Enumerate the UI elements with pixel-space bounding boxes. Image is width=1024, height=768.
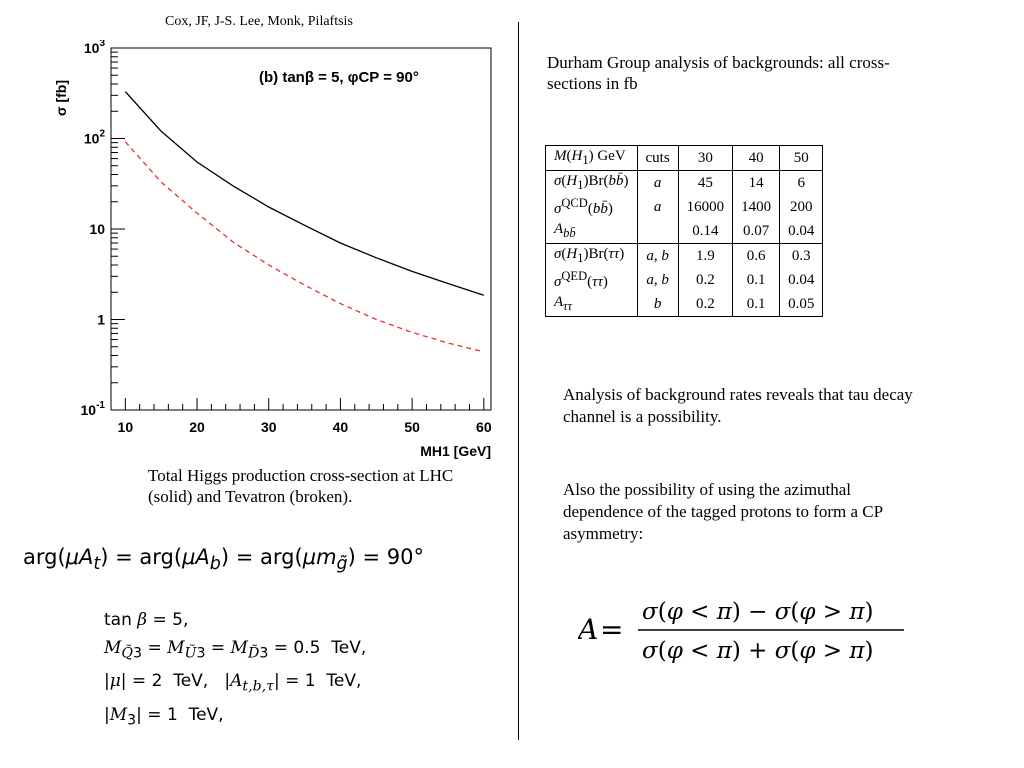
table-cell: 0.14 — [678, 219, 733, 244]
table-cell: 0.3 — [780, 244, 823, 269]
table-cell: $\sigma(H_1)Br(\tau\tau)$ — [546, 244, 638, 269]
analysis-text: Analysis of background rates reveals that tau decay channel is a possibility. — [563, 385, 913, 426]
table-cell: a — [637, 171, 678, 196]
y-axis-label: σ [fb] — [53, 79, 69, 117]
table-cell: 45 — [678, 171, 733, 196]
table-row — [546, 219, 823, 244]
x-tick-label: 20 — [189, 419, 205, 435]
table-cell: $\sigma^{QCD}(bb̄)$ — [546, 195, 638, 219]
x-tick-label: 60 — [476, 419, 492, 435]
y-tick-label: $10^2$ — [83, 128, 105, 147]
param-mu-a: |μ| = 2 TeV, $|A_{t,b,\tau}| = 1$ TeV, — [104, 671, 362, 695]
table-cell: $A_{\tau\tau}$ — [546, 292, 638, 317]
vertical-divider — [518, 22, 519, 740]
x-axis-label: MH1 [GeV] — [420, 443, 491, 459]
table-row — [546, 244, 823, 269]
table-header-cell: 30 — [678, 146, 733, 171]
table-cell: 0.1 — [733, 268, 780, 292]
table-row — [546, 195, 823, 219]
x-tick-label: 50 — [404, 419, 420, 435]
formula-denominator: σ(φ < π) + σ(φ > π) — [642, 638, 874, 664]
y-tick-label: $10^{-1}$ — [80, 400, 105, 418]
chart-caption: Total Higgs production cross-section at LHC (solid) and Tevatron (broken). — [148, 466, 454, 506]
table-cell: 0.2 — [678, 292, 733, 317]
table-header-cell: 50 — [780, 146, 823, 171]
table-cell: $\sigma^{QED}(\tau\tau)$ — [546, 268, 638, 292]
azimuthal-text: Also the possibility of using the azimuthal dependence of the tagged protons to form a CP asymmetry: — [563, 480, 883, 543]
table-cell: 200 — [780, 195, 823, 219]
x-tick-label: 40 — [332, 419, 349, 435]
table-header-cell: cuts — [637, 146, 678, 171]
y-tick-label: 10 — [89, 221, 105, 237]
phase-equation — [23, 545, 424, 574]
table-header-cell: $M(H_1)$ GeV — [546, 146, 638, 171]
durham-title: Durham Group analysis of backgrounds: all cross-sections in fb — [547, 53, 890, 93]
series-line-tevatron — [125, 142, 484, 352]
phase-equation-text: $arg(\mu A_t) = arg(\mu A_b) = arg(\mu m_{g̃}) = 90^\circ$ — [23, 545, 425, 575]
y-tick-label: $10^3$ — [83, 40, 105, 56]
table-cell: 14 — [733, 171, 780, 196]
table-cell: 0.05 — [780, 292, 823, 317]
cross-section-chart — [40, 40, 510, 470]
table-cell: 0.6 — [733, 244, 780, 269]
table-cell: 0.1 — [733, 292, 780, 317]
formula-equals: = — [600, 613, 624, 646]
chart-title: (b) tanβ = 5, φCP = 90° — [259, 69, 419, 86]
table-cell: 0.07 — [733, 219, 780, 244]
parameter-list — [104, 606, 366, 734]
table-cell: b — [637, 292, 678, 317]
table-cell: $\sigma(H_1)Br(bb̄)$ — [546, 171, 638, 196]
y-tick-label: 1 — [97, 311, 105, 328]
table-header-row — [546, 146, 823, 171]
table-cell: a — [637, 195, 678, 219]
x-tick-label: 10 — [117, 419, 134, 435]
table-cell: 0.2 — [678, 268, 733, 292]
table-cell: 1400 — [733, 195, 780, 219]
table-cell: a, b — [637, 268, 678, 292]
series-line-lhc — [125, 92, 484, 296]
param-tanbeta: tan β = 5, — [104, 610, 189, 630]
table-cell: 0.04 — [780, 268, 823, 292]
table-cell: 6 — [780, 171, 823, 196]
table-row — [546, 171, 823, 196]
table-header-cell: 40 — [733, 146, 780, 171]
table-cell: a, b — [637, 244, 678, 269]
table-cell — [637, 219, 678, 244]
param-squark-masses: $M_{Q̃3} = M_{Ũ3} = M_{D̃3} = 0.5$ TeV, — [104, 638, 367, 662]
x-tick-label: 30 — [260, 419, 277, 435]
table-cell: 0.04 — [780, 219, 823, 244]
table-row — [546, 268, 823, 292]
formula-svg — [578, 592, 918, 672]
cp-asymmetry-formula — [578, 592, 918, 677]
table-cell: 1.9 — [678, 244, 733, 269]
background-table — [545, 145, 823, 317]
table-cell: $A_{bb̄}$ — [546, 219, 638, 244]
formula-lhs: A — [578, 613, 599, 646]
plot-frame — [111, 48, 491, 410]
chart-svg — [40, 40, 510, 470]
formula-numerator: σ(φ < π) − σ(φ > π) — [642, 599, 874, 625]
param-m3: $|M_3| = 1$ TeV, — [104, 704, 224, 729]
authors: Cox, JF, J-S. Lee, Monk, Pilaftsis — [165, 14, 353, 29]
table-cell: 16000 — [678, 195, 733, 219]
table-row — [546, 292, 823, 317]
